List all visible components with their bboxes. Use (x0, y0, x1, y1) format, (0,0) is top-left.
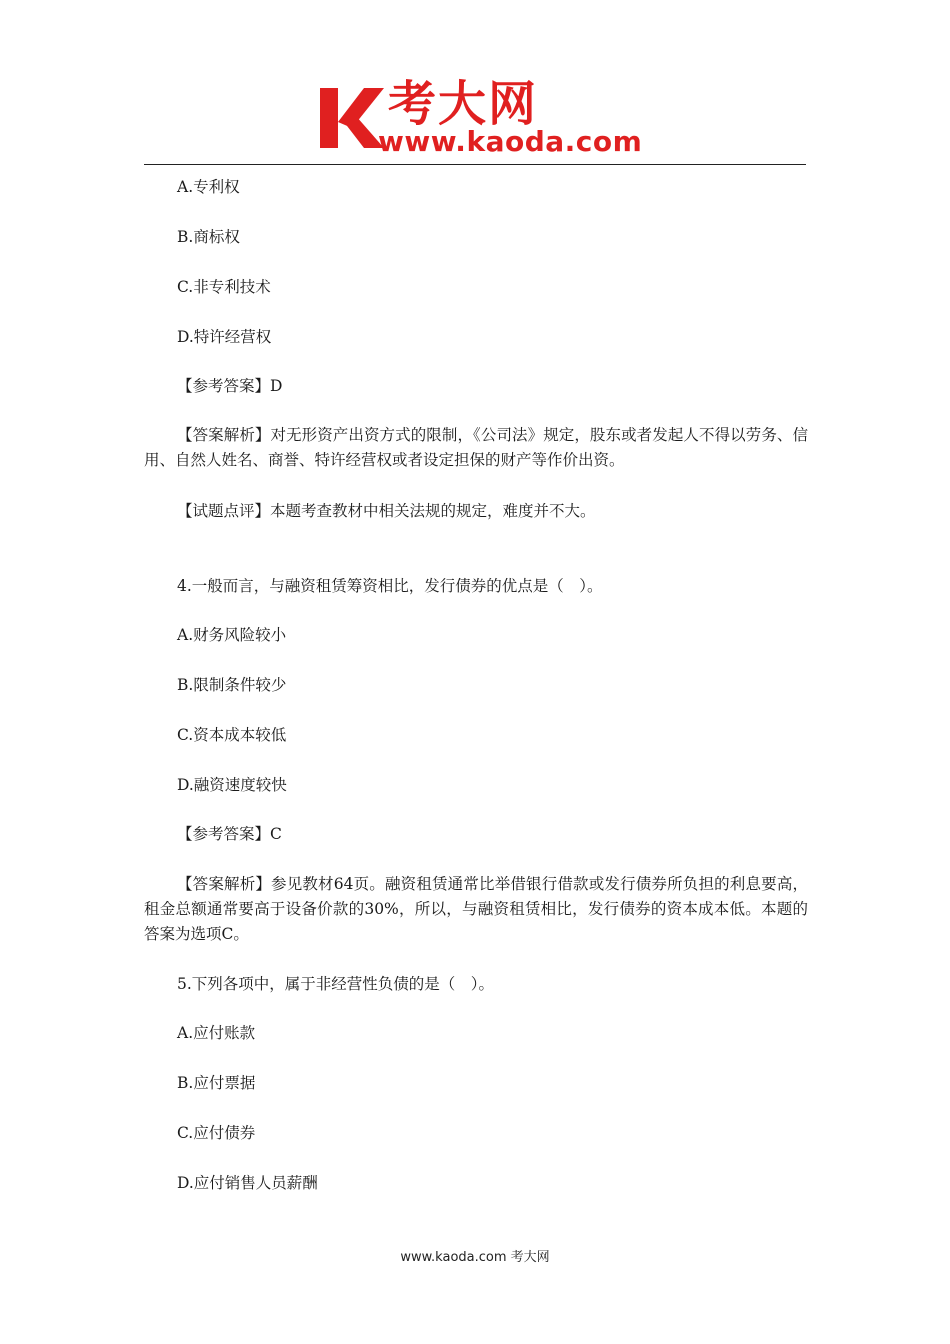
q5-option-b: B.应付票据 (177, 1074, 256, 1092)
kaoda-logo (318, 76, 643, 158)
page-footer: www.kaoda.com 考大网 (400, 1250, 550, 1265)
q4-question: 4.一般而言，与融资租赁筹资相比，发行债券的优点是（ ）。 (177, 577, 603, 595)
q3-review: 【试题点评】本题考查教材中相关法规的规定，难度并不大。 (177, 502, 596, 520)
header-divider (144, 164, 806, 165)
q5-option-a: A.应付账款 (177, 1024, 256, 1042)
q4-option-a: A.财务风险较小 (177, 626, 287, 644)
logo-url: www.kaoda.com (378, 125, 643, 158)
q3-option-a: A.专利权 (177, 178, 240, 196)
q3-explanation: 【答案解析】对无形资产出资方式的限制，《公司法》规定，股东或者发起人不得以劳务、信用、自然人姓名、商誉、特许经营权或者设定担保的财产等作价出资。 (144, 426, 808, 469)
q4-option-d: D.融资速度较快 (177, 776, 287, 794)
q4-option-b: B.限制条件较少 (177, 676, 287, 694)
q5-option-d: D.应付销售人员薪酬 (177, 1174, 318, 1192)
logo-title: 考大网 (388, 76, 539, 132)
q4-explanation: 【答案解析】参见教材64页。融资租赁通常比举借银行借款或发行债券所负担的利息要高，租金总额通常要高于设备价款的30%，所以，与融资租赁相比，发行债券的资本成本低。本题的答案为选项C。 (144, 875, 808, 943)
q4-answer: 【参考答案】C (177, 825, 282, 843)
q5-question: 5.下列各项中，属于非经营性负债的是（ ）。 (177, 975, 495, 993)
q4-option-c: C.资本成本较低 (177, 726, 287, 744)
q3-option-d: D.特许经营权 (177, 328, 272, 346)
q3-option-c: C.非专利技术 (177, 278, 271, 296)
q3-option-b: B.商标权 (177, 228, 240, 246)
q3-answer: 【参考答案】D (177, 377, 283, 395)
q5-option-c: C.应付债券 (177, 1124, 256, 1142)
